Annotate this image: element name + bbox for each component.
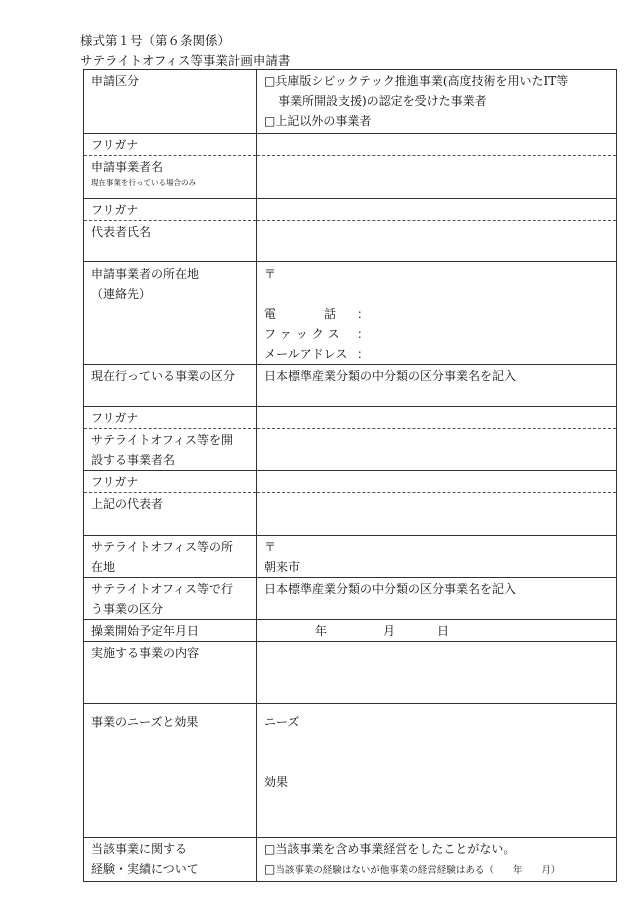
category-option-civictech-text-2: 事業所開設支援)の認定を受けた事業者 <box>278 94 487 108</box>
label-start-date <box>84 620 257 642</box>
row-applicant-name <box>84 156 617 199</box>
row-application-category <box>84 70 617 134</box>
satellite-representative-furigana-label: フリガナ <box>84 471 257 493</box>
satellite-representative-label: 上記の代表者 <box>91 497 164 511</box>
row-applicant-furigana <box>84 134 617 156</box>
applicant-address-label: 申請事業者の所在地 <box>91 267 200 281</box>
satellite-business-label: サテライトオフィス等で行 <box>91 582 233 596</box>
experience-label: 当該事業に関する <box>91 842 188 856</box>
representative-furigana-label: フリガナ <box>84 199 257 221</box>
category-option-other[interactable] <box>264 111 611 131</box>
satellite-city: 朝来市 <box>264 560 301 574</box>
field-start-date[interactable] <box>257 620 617 642</box>
label-current-business <box>84 365 257 407</box>
row-satellite-business <box>84 578 617 620</box>
category-option-civictech-text: 兵庫版シビックテック推進事業(高度技術を用いたIT等 <box>275 74 569 88</box>
applicant-address-sublabel: （連絡先） <box>91 287 152 301</box>
start-date-label: 操業開始予定年月日 <box>91 624 200 638</box>
start-date-year: 年 <box>315 624 328 638</box>
row-satellite-operator <box>84 429 617 471</box>
email-colon: ： <box>357 347 370 361</box>
business-content-field[interactable] <box>257 642 617 704</box>
row-experience <box>84 838 617 882</box>
label-satellite-operator <box>84 429 257 471</box>
experience-option-other[interactable] <box>264 859 611 881</box>
field-applicant-address <box>257 262 617 365</box>
satellite-postal-mark: 〒 <box>264 540 277 554</box>
row-satellite-representative-furigana <box>84 471 617 493</box>
field-experience <box>257 838 617 882</box>
field-satellite-location[interactable] <box>257 536 617 578</box>
fax-colon: ： <box>357 327 370 341</box>
satellite-location-label: サテライトオフィス等の所 <box>91 540 233 554</box>
label-applicant-name <box>84 156 257 199</box>
row-needs-effects <box>84 704 617 838</box>
satellite-business-label-2: う事業の区分 <box>91 602 164 616</box>
phone-line[interactable] <box>264 304 611 324</box>
form-number: 様式第１号（第６条関係） <box>80 33 231 48</box>
start-date-day: 日 <box>437 624 450 638</box>
checkbox-icon[interactable]: □ <box>264 114 276 128</box>
fax-line[interactable] <box>264 324 611 344</box>
label-applicant-address <box>84 262 257 365</box>
email-label: メールアドレス <box>264 347 348 361</box>
row-business-content <box>84 642 617 704</box>
row-representative-furigana <box>84 199 617 221</box>
experience-option-none[interactable] <box>264 839 611 859</box>
applicant-furigana-field[interactable] <box>257 134 617 156</box>
satellite-operator-label: サテライトオフィス等を開 <box>91 433 233 447</box>
email-line[interactable] <box>264 344 611 364</box>
label-representative-name <box>84 221 257 262</box>
representative-name-field[interactable] <box>257 221 617 262</box>
needs-label: ニーズ <box>264 715 300 729</box>
row-current-business <box>84 365 617 407</box>
satellite-location-label-2: 在地 <box>91 560 116 574</box>
row-applicant-address <box>84 262 617 365</box>
field-needs-effects[interactable] <box>257 704 617 838</box>
category-option-other-text: 上記以外の事業者 <box>275 114 372 128</box>
row-representative-name <box>84 221 617 262</box>
field-satellite-business[interactable] <box>257 578 617 620</box>
row-start-date <box>84 620 617 642</box>
label-satellite-business <box>84 578 257 620</box>
satellite-business-hint: 日本標準産業分類の中分類の区分事業名を記入 <box>264 582 517 596</box>
applicant-name-field[interactable] <box>257 156 617 199</box>
applicant-furigana-label: フリガナ <box>84 134 257 156</box>
label-business-content <box>84 642 257 704</box>
satellite-operator-field[interactable] <box>257 429 617 471</box>
experience-label-2: 経験・実績について <box>91 862 199 876</box>
label-application-category <box>84 70 257 134</box>
form-title: サテライトオフィス等事業計画申請書 <box>80 53 291 68</box>
business-content-label: 実施する事業の内容 <box>91 646 200 660</box>
checkbox-icon[interactable]: □ <box>264 842 276 856</box>
current-business-label: 現在行っている事業の区分 <box>91 369 236 383</box>
category-option-civictech[interactable] <box>264 71 611 91</box>
experience-option-none-text: 当該事業を含め事業経営をしたことがない。 <box>275 842 516 856</box>
experience-option-other-text: 当該事業の経験はないが他事業の経営経験はある（ 年 月） <box>275 865 561 876</box>
label-needs-effects <box>84 704 257 838</box>
label-satellite-location <box>84 536 257 578</box>
field-current-business[interactable] <box>257 365 617 407</box>
label-experience <box>84 838 257 882</box>
postal-mark: 〒 <box>264 267 277 281</box>
current-business-hint: 日本標準産業分類の中分類の区分事業名を記入 <box>264 369 517 383</box>
checkbox-icon[interactable]: □ <box>264 74 276 88</box>
applicant-name-note: 現在事業を行っている場合のみ <box>91 178 196 187</box>
field-application-category <box>257 70 617 134</box>
phone-colon: ： <box>357 307 370 321</box>
application-form-table <box>83 69 617 882</box>
effects-label: 効果 <box>264 775 289 789</box>
satellite-operator-furigana-label: フリガナ <box>84 407 257 429</box>
satellite-representative-furigana-field[interactable] <box>257 471 617 493</box>
row-satellite-operator-furigana <box>84 407 617 429</box>
representative-name-label: 代表者氏名 <box>91 225 152 239</box>
applicant-name-label: 申請事業者名 <box>91 160 164 174</box>
application-category-label: 申請区分 <box>91 74 140 88</box>
satellite-operator-furigana-field[interactable] <box>257 407 617 429</box>
satellite-representative-field[interactable] <box>257 493 617 536</box>
representative-furigana-field[interactable] <box>257 199 617 221</box>
label-satellite-representative <box>84 493 257 536</box>
start-date-month: 月 <box>383 624 396 638</box>
needs-effects-label: 事業のニーズと効果 <box>91 715 199 729</box>
row-satellite-representative <box>84 493 617 536</box>
satellite-operator-label-2: 設する事業者名 <box>91 453 176 467</box>
fax-label: ファックス <box>264 327 344 341</box>
checkbox-icon[interactable]: □ <box>264 862 276 876</box>
row-satellite-location <box>84 536 617 578</box>
phone-label: 電 話 <box>264 307 337 321</box>
